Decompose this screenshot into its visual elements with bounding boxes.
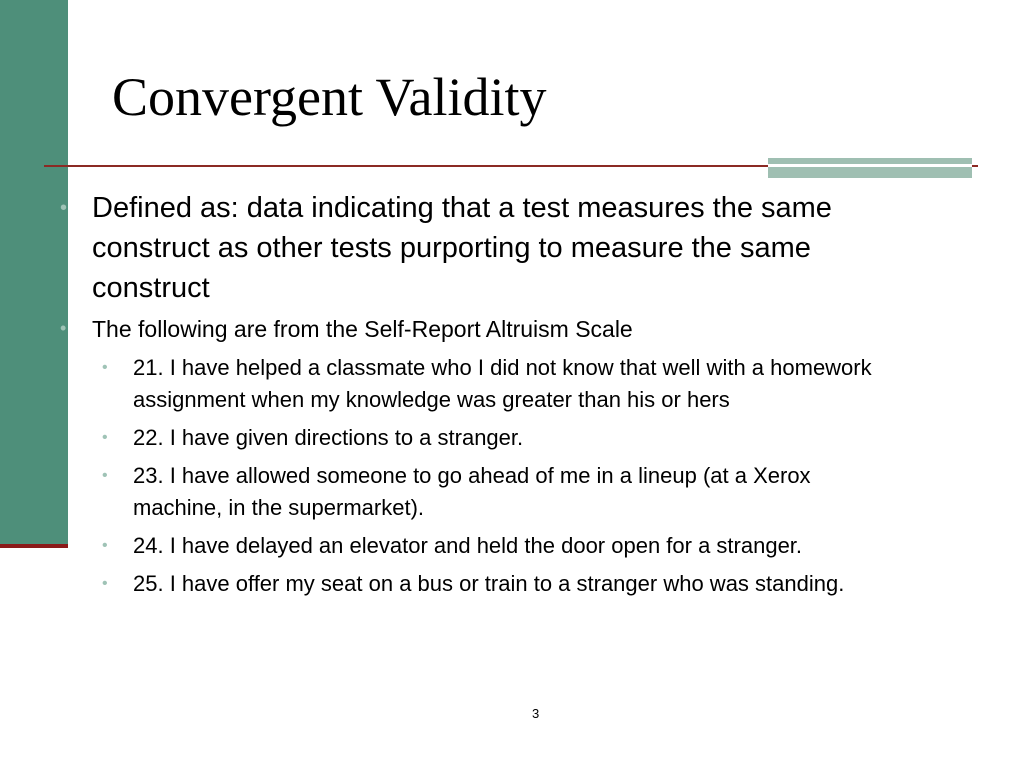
bullet-marker: • [102, 467, 108, 484]
sub-bullet-item [60, 460, 890, 524]
bullet-marker: • [102, 429, 108, 446]
bullet-marker: • [102, 359, 108, 376]
bullet-marker: • [60, 318, 67, 338]
bullet-item [60, 188, 890, 308]
sub-bullet-item [60, 352, 890, 416]
sub-bullet-text: 22. I have given directions to a stranger. [133, 425, 524, 450]
bullet-text: The following are from the Self-Report Altruism Scale [92, 316, 633, 342]
bullet-text: Defined as: data indicating that a test measures the same construct as other tests purporting to measure the same construct [92, 192, 832, 304]
bullet-marker: • [60, 197, 68, 219]
slide-body [60, 188, 890, 606]
accent-bar-divider [768, 164, 972, 167]
left-bar-red-edge [0, 544, 68, 548]
sub-bullet-text: 21. I have helped a classmate who I did not know that well with a homework assignment when my knowledge was greater than his or hers [133, 355, 872, 412]
bullet-item [60, 314, 890, 344]
sub-bullet-item [60, 530, 890, 562]
sub-bullet-item [60, 422, 890, 454]
left-decorative-bar [0, 0, 68, 548]
sub-bullet-item [60, 568, 890, 600]
bullet-marker: • [102, 575, 108, 592]
slide-title: Convergent Validity [112, 67, 547, 127]
sub-bullet-text: 24. I have delayed an elevator and held the door open for a stranger. [133, 533, 803, 558]
accent-bar [768, 158, 972, 178]
bullet-marker: • [102, 537, 108, 554]
page-number: 3 [532, 706, 540, 721]
sub-bullet-text: 23. I have allowed someone to go ahead of me in a lineup (at a Xerox machine, in the supermarket). [133, 463, 811, 520]
sub-bullet-text: 25. I have offer my seat on a bus or train to a stranger who was standing. [133, 571, 845, 596]
